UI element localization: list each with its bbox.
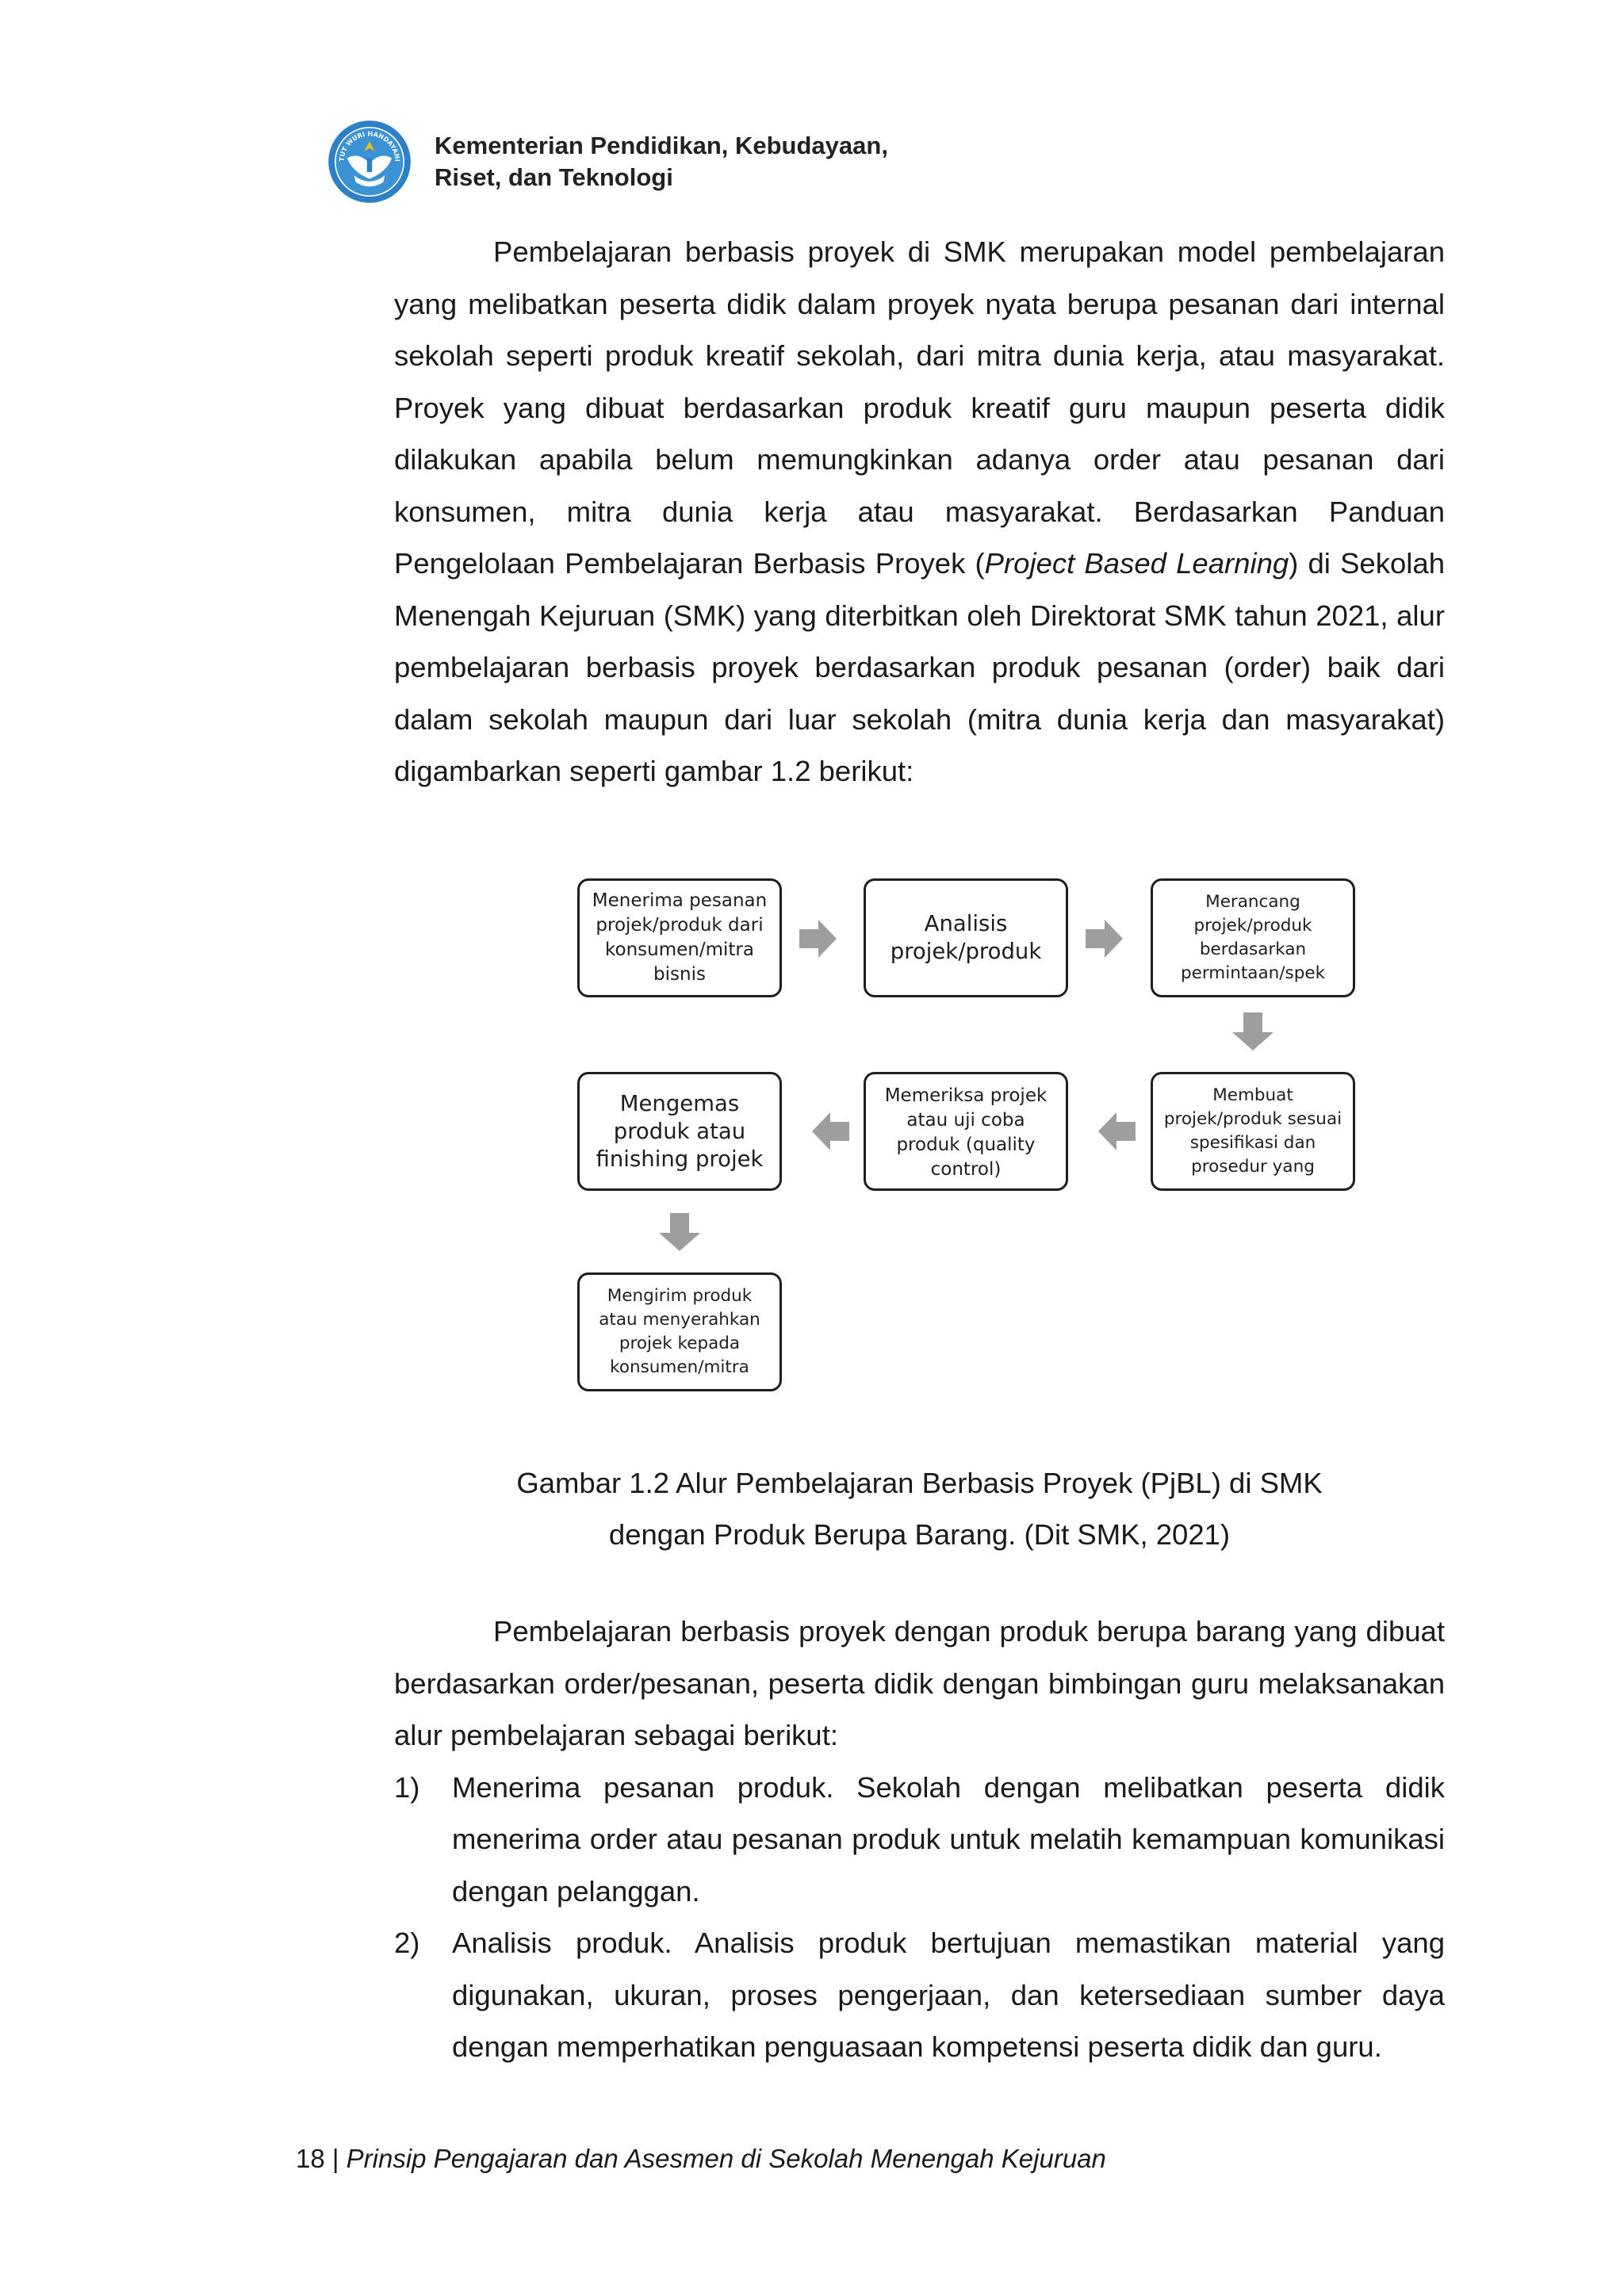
- steps-intro: Pembelajaran berbasis proyek dengan produk berupa barang yang dibuat berdasarkan order/pesanan, peserta didik dengan bimbingan guru melaksanakan alur pembelajaran sebagai berikut:: [394, 1615, 1445, 1751]
- list-item: [394, 1917, 1445, 2073]
- flow-step-2: Analisis projek/produk: [864, 878, 1068, 997]
- intro-paragraph: [394, 226, 1445, 798]
- arrow-left-2: [812, 1112, 849, 1150]
- ministry-name: [435, 130, 888, 193]
- page-number: 18: [296, 2144, 325, 2173]
- ministry-line-1: Kementerian Pendidikan, Kebudayaan,: [435, 132, 888, 159]
- intro-text-a: Pembelajaran berbasis proyek di SMK merupakan model pembelajaran yang melibatkan peserta didik dalam proyek nyata berupa pesanan dari internal sekolah seperti produk kreatif sekolah, dari mitra dunia kerja, atau masyarakat. Proyek yang dibuat berdasarkan produk kreatif guru maupun peserta didik dilakukan apabila belum memungkinkan adanya order atau pesanan dari konsumen, mitra dunia kerja atau masyarakat. Berdasarkan Panduan Pengelolaan Pembelajaran Berbasis Proyek (: [394, 235, 1445, 580]
- intro-text-b: ) di Sekolah Menengah Kejuruan (SMK) yang diterbitkan oleh Direktorat SMK tahun 2021, alur pembelajaran berbasis proyek berdasarkan produk pesanan (order) baik dari dalam sekolah maupun dari luar sekolah (mitra dunia kerja dan masyarakat) digambarkan seperti gambar 1.2 berikut:: [394, 547, 1445, 787]
- arrow-right-1: [799, 920, 837, 958]
- steps-list: [394, 1762, 1445, 2073]
- caption-line-2: dengan Produk Berupa Barang. (Dit SMK, 2021): [608, 1518, 1231, 1551]
- arrow-left-1: [1098, 1112, 1136, 1150]
- arrow-right-2: [1086, 920, 1123, 958]
- flow-step-3: Merancang projek/produk berdasarkan permintaan/spek: [1151, 878, 1355, 997]
- book-title: Prinsip Pengajaran dan Asesmen di Sekolah Menengah Kejuruan: [346, 2144, 1106, 2173]
- flow-step-6: Mengemas produk atau finishing projek: [577, 1072, 782, 1191]
- list-item-text: Analisis produk. Analisis produk bertujuan memastikan material yang digunakan, ukuran, proses pengerjaan, dan ketersediaan sumber daya dengan memperhatikan penguasaan kompetensi peserta didik dan guru.: [452, 1927, 1445, 2063]
- page-footer: [296, 2142, 1106, 2175]
- ministry-line-2: Riset, dan Teknologi: [435, 163, 673, 191]
- arrow-down-1: [1232, 1012, 1274, 1050]
- caption-line-1: Gambar 1.2 Alur Pembelajaran Berbasis Proyek (PjBL) di SMK: [516, 1467, 1323, 1499]
- flow-step-1: Menerima pesanan projek/produk dari konsumen/mitra bisnis: [577, 878, 782, 997]
- ministry-emblem-icon: [327, 119, 412, 205]
- flow-step-5: Memeriksa projek atau uji coba produk (quality control): [864, 1072, 1068, 1191]
- flow-step-4: Membuat projek/produk sesuai spesifikasi dan prosedur yang: [1151, 1072, 1355, 1191]
- footer-separator: |: [324, 2144, 347, 2173]
- arrow-down-2: [659, 1213, 700, 1251]
- list-item-number: 1): [394, 1770, 420, 1804]
- page-header: [327, 119, 888, 205]
- list-item-text: Menerima pesanan produk. Sekolah dengan melibatkan peserta didik menerima order atau pesanan produk untuk melatih kemampuan komunikasi dengan pelanggan.: [452, 1770, 1445, 1908]
- intro-italic-term: Project Based Learning: [984, 547, 1289, 580]
- logo-text: TUT WURI HANDAYANI: [337, 129, 402, 163]
- steps-section: [394, 1605, 1445, 2073]
- pjbl-flowchart: [555, 856, 1380, 1427]
- list-item-number: 2): [394, 1927, 420, 1959]
- flow-step-7: Mengirim produk atau menyerahkan projek kepada konsumen/mitra: [577, 1272, 782, 1391]
- figure-caption: [394, 1457, 1445, 1560]
- list-item: [394, 1762, 1445, 1918]
